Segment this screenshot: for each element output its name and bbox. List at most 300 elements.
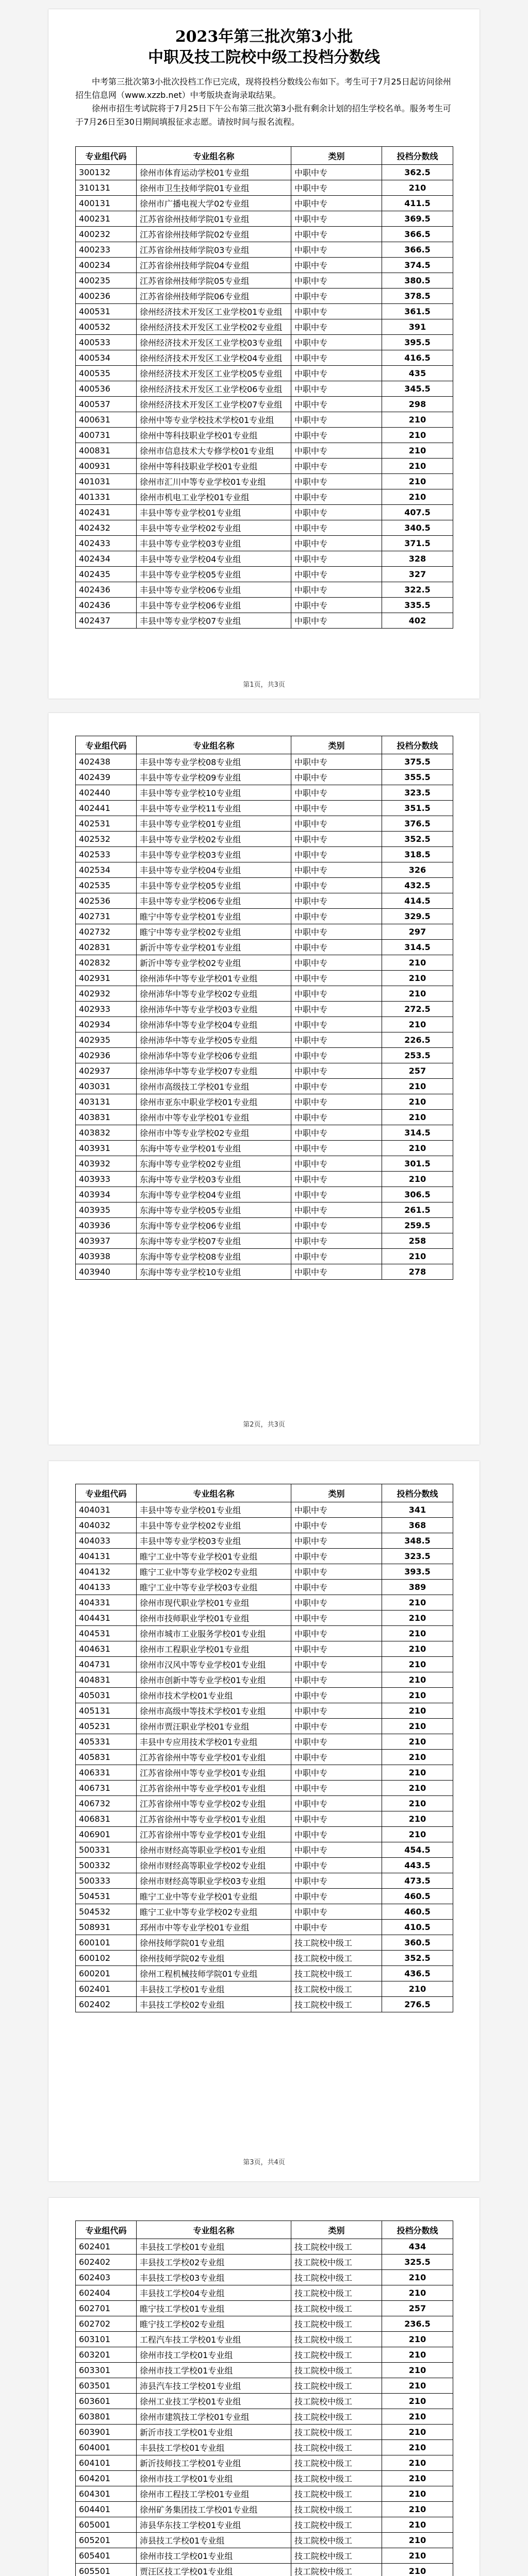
cell-score: 210	[382, 1657, 453, 1672]
table-row	[76, 2270, 453, 2285]
table-row	[76, 1641, 453, 1657]
header-name: 专业组名称	[137, 147, 291, 165]
table-body	[76, 754, 453, 1280]
cell-score: 301.5	[382, 1156, 453, 1172]
cell-score: 257	[382, 2301, 453, 2316]
table-row	[76, 1156, 453, 1172]
cell-category: 中职中专	[291, 1595, 382, 1611]
cell-code: 604001	[76, 2440, 137, 2455]
cell-group-name: 丰县中等专业学校03专业组	[137, 1533, 291, 1549]
cell-group-name: 新沂技师技工学校01专业组	[137, 2455, 291, 2471]
cell-code: 404731	[76, 1657, 137, 1672]
cell-category: 中职中专	[291, 1750, 382, 1765]
cell-score: 432.5	[382, 878, 453, 893]
cell-group-name: 丰县中等专业学校04专业组	[137, 862, 291, 878]
table-row	[76, 211, 453, 227]
cell-code: 600101	[76, 1935, 137, 1951]
cell-score: 443.5	[382, 1858, 453, 1873]
cell-score: 210	[382, 955, 453, 971]
cell-score: 210	[382, 2471, 453, 2486]
cell-group-name: 徐州经济技术开发区工业学校05专业组	[137, 366, 291, 381]
table-row	[76, 2455, 453, 2471]
cell-group-name: 丰县中等专业学校03专业组	[137, 536, 291, 551]
table-row	[76, 1750, 453, 1765]
cell-code: 401331	[76, 489, 137, 505]
cell-score: 210	[382, 180, 453, 196]
cell-score: 210	[382, 1141, 453, 1156]
table-row	[76, 474, 453, 489]
cell-code: 402937	[76, 1063, 137, 1079]
table-row	[76, 1048, 453, 1063]
cell-category: 中职中专	[291, 304, 382, 319]
table-row	[76, 1626, 453, 1641]
cell-category: 技工院校中级工	[291, 2316, 382, 2332]
table-row	[76, 1781, 453, 1796]
cell-score: 210	[382, 2564, 453, 2576]
cell-code: 404032	[76, 1518, 137, 1533]
cell-code: 402434	[76, 551, 137, 567]
cell-group-name: 徐州经济技术开发区工业学校03专业组	[137, 335, 291, 350]
cell-category: 中职中专	[291, 397, 382, 412]
table-row	[76, 582, 453, 598]
cell-score: 210	[382, 1796, 453, 1811]
cell-group-name: 丰县中等专业学校06专业组	[137, 598, 291, 613]
cell-score: 323.5	[382, 1549, 453, 1564]
cell-score: 259.5	[382, 1218, 453, 1233]
cell-group-name: 丰县技工学校02专业组	[137, 1997, 291, 2012]
table-row	[76, 2533, 453, 2548]
cell-score: 314.5	[382, 1125, 453, 1141]
cell-group-name: 徐州沛华中等专业学校01专业组	[137, 971, 291, 986]
cell-category: 中职中专	[291, 1233, 382, 1249]
table-row	[76, 893, 453, 909]
cell-group-name: 徐州市建筑技工学校01专业组	[137, 2409, 291, 2425]
cell-score: 374.5	[382, 258, 453, 273]
cell-category: 技工院校中级工	[291, 1966, 382, 1981]
cell-code: 404031	[76, 1502, 137, 1518]
table-row	[76, 1672, 453, 1688]
cell-group-name: 新沂中等专业学校02专业组	[137, 955, 291, 971]
cell-category: 中职中专	[291, 1827, 382, 1842]
cell-group-name: 东海中等专业学校04专业组	[137, 1187, 291, 1202]
cell-category: 中职中专	[291, 909, 382, 924]
cell-score: 416.5	[382, 350, 453, 366]
cell-code: 402732	[76, 924, 137, 940]
table-row	[76, 227, 453, 242]
cell-group-name: 徐州技师学院01专业组	[137, 1935, 291, 1951]
cell-category: 技工院校中级工	[291, 1997, 382, 2012]
cell-score: 395.5	[382, 335, 453, 350]
cell-group-name: 丰县中等专业学校01专业组	[137, 505, 291, 520]
cell-score: 210	[382, 1094, 453, 1110]
cell-score: 322.5	[382, 582, 453, 598]
cell-group-name: 丰县中等专业学校01专业组	[137, 816, 291, 832]
table-row	[76, 165, 453, 180]
table-row	[76, 1981, 453, 1997]
table-row	[76, 598, 453, 613]
table-row	[76, 1873, 453, 1889]
table-row	[76, 1688, 453, 1703]
table-row	[76, 2255, 453, 2270]
cell-group-name: 徐州工业技工学校01专业组	[137, 2394, 291, 2409]
table-row	[76, 1518, 453, 1533]
cell-score: 226.5	[382, 1032, 453, 1048]
cell-category: 中职中专	[291, 955, 382, 971]
table-row	[76, 1249, 453, 1264]
cell-group-name: 徐州矿务集团技工学校01专业组	[137, 2502, 291, 2517]
cell-code: 402433	[76, 536, 137, 551]
cell-group-name: 徐州市技工学校01专业组	[137, 2548, 291, 2564]
cell-group-name: 江苏省徐州中等专业学校01专业组	[137, 1765, 291, 1781]
header-score: 投档分数线	[382, 2221, 453, 2239]
cell-group-name: 丰县中等专业学校05专业组	[137, 567, 291, 582]
table-body	[76, 2239, 453, 2576]
cell-score: 210	[382, 2347, 453, 2363]
table-row	[76, 847, 453, 862]
cell-category: 中职中专	[291, 847, 382, 862]
cell-category: 中职中专	[291, 350, 382, 366]
cell-code: 402831	[76, 940, 137, 955]
page-footer: 第1页，共3页	[243, 681, 285, 689]
cell-score: 210	[382, 1703, 453, 1719]
cell-group-name: 徐州经济技术开发区工业学校02专业组	[137, 319, 291, 335]
cell-group-name: 徐州市技师职业学校01专业组	[137, 1611, 291, 1626]
cell-score: 210	[382, 428, 453, 443]
table-row	[76, 1611, 453, 1626]
cell-code: 403931	[76, 1141, 137, 1156]
cell-category: 中职中专	[291, 258, 382, 273]
cell-group-name: 新沂市技工学校01专业组	[137, 2425, 291, 2440]
cell-category: 中职中专	[291, 1873, 382, 1889]
table-row	[76, 1110, 453, 1125]
cell-group-name: 江苏省徐州技师学院01专业组	[137, 211, 291, 227]
cell-category: 中职中专	[291, 1533, 382, 1549]
cell-category: 中职中专	[291, 1796, 382, 1811]
cell-category: 技工院校中级工	[291, 2239, 382, 2255]
cell-score: 407.5	[382, 505, 453, 520]
cell-code: 403832	[76, 1125, 137, 1141]
cell-group-name: 沛县技工学校01专业组	[137, 2533, 291, 2548]
title-line-1: 2023年第三批次第3小批	[175, 28, 353, 46]
cell-code: 602701	[76, 2301, 137, 2316]
cell-score: 210	[382, 2548, 453, 2564]
cell-code: 400831	[76, 443, 137, 459]
cell-category: 中职中专	[291, 1202, 382, 1218]
cell-group-name: 徐州市技工学校01专业组	[137, 2363, 291, 2378]
cell-category: 中职中专	[291, 1172, 382, 1187]
cell-group-name: 邳州市中等专业学校01专业组	[137, 1920, 291, 1935]
cell-score: 272.5	[382, 1002, 453, 1017]
table-row	[76, 1920, 453, 1935]
cell-score: 276.5	[382, 1997, 453, 2012]
cell-group-name: 睢宁中等专业学校02专业组	[137, 924, 291, 940]
cell-code: 402436	[76, 582, 137, 598]
header-score: 投档分数线	[382, 147, 453, 165]
cell-score: 210	[382, 2285, 453, 2301]
cell-category: 中职中专	[291, 412, 382, 428]
cell-group-name: 徐州市财经高等职业学校03专业组	[137, 1873, 291, 1889]
cell-code: 405231	[76, 1719, 137, 1734]
cell-code: 405131	[76, 1703, 137, 1719]
cell-category: 中职中专	[291, 1626, 382, 1641]
cell-group-name: 东海中等专业学校10专业组	[137, 1264, 291, 1280]
cell-code: 406331	[76, 1765, 137, 1781]
table-header-row	[76, 2221, 453, 2239]
cell-code: 402534	[76, 862, 137, 878]
cell-category: 技工院校中级工	[291, 2486, 382, 2502]
cell-category: 中职中专	[291, 986, 382, 1002]
cell-score: 210	[382, 971, 453, 986]
table-row	[76, 1533, 453, 1549]
header-code: 专业组代码	[76, 1484, 137, 1502]
cell-code: 402934	[76, 1017, 137, 1032]
score-table	[75, 2221, 453, 2576]
cell-category: 中职中专	[291, 1187, 382, 1202]
cell-score: 345.5	[382, 381, 453, 397]
cell-group-name: 徐州市城市工业服务学校01专业组	[137, 1626, 291, 1641]
cell-code: 402832	[76, 955, 137, 971]
table-row	[76, 2332, 453, 2347]
cell-group-name: 徐州经济技术开发区工业学校07专业组	[137, 397, 291, 412]
table-header-row	[76, 1484, 453, 1502]
cell-score: 366.5	[382, 242, 453, 258]
cell-category: 中职中专	[291, 536, 382, 551]
header-name: 专业组名称	[137, 1484, 291, 1502]
cell-code: 603501	[76, 2378, 137, 2394]
cell-category: 中职中专	[291, 489, 382, 505]
cell-code: 400731	[76, 428, 137, 443]
cell-category: 技工院校中级工	[291, 2533, 382, 2548]
cell-code: 500332	[76, 1858, 137, 1873]
table-row	[76, 520, 453, 536]
cell-group-name: 丰县技工学校02专业组	[137, 2255, 291, 2270]
cell-code: 404331	[76, 1595, 137, 1611]
table-row	[76, 2440, 453, 2455]
table-row	[76, 1002, 453, 1017]
cell-code: 404831	[76, 1672, 137, 1688]
table-row	[76, 289, 453, 304]
cell-code: 402438	[76, 754, 137, 770]
cell-score: 210	[382, 443, 453, 459]
cell-category: 技工院校中级工	[291, 2347, 382, 2363]
table-row	[76, 304, 453, 319]
cell-score: 210	[382, 2270, 453, 2285]
cell-category: 中职中专	[291, 598, 382, 613]
cell-category: 中职中专	[291, 443, 382, 459]
cell-group-name: 丰县中等专业学校06专业组	[137, 582, 291, 598]
cell-category: 技工院校中级工	[291, 2440, 382, 2455]
cell-group-name: 徐州市财经高等职业学校02专业组	[137, 1858, 291, 1873]
cell-category: 技工院校中级工	[291, 2301, 382, 2316]
table-row	[76, 366, 453, 381]
cell-code: 605001	[76, 2517, 137, 2533]
cell-score: 314.5	[382, 940, 453, 955]
table-row	[76, 350, 453, 366]
header-code: 专业组代码	[76, 736, 137, 754]
cell-score: 340.5	[382, 520, 453, 536]
table-row	[76, 1889, 453, 1904]
cell-code: 402935	[76, 1032, 137, 1048]
cell-score: 391	[382, 319, 453, 335]
cell-group-name: 丰县中等专业学校07专业组	[137, 613, 291, 629]
cell-group-name: 江苏省徐州中等专业学校01专业组	[137, 1811, 291, 1827]
table-row	[76, 785, 453, 801]
cell-group-name: 东海中等专业学校01专业组	[137, 1141, 291, 1156]
cell-code: 404531	[76, 1626, 137, 1641]
cell-code: 604101	[76, 2455, 137, 2471]
cell-code: 403031	[76, 1079, 137, 1094]
cell-code: 406831	[76, 1811, 137, 1827]
cell-code: 403935	[76, 1202, 137, 1218]
title-line-2: 中职及技工院校中级工投档分数线	[148, 48, 380, 66]
cell-group-name: 贾汪区技工学校01专业组	[137, 2564, 291, 2576]
cell-score: 369.5	[382, 211, 453, 227]
table-row	[76, 551, 453, 567]
header-score: 投档分数线	[382, 736, 453, 754]
cell-category: 技工院校中级工	[291, 2455, 382, 2471]
cell-score: 210	[382, 1827, 453, 1842]
cell-group-name: 睢宁工业中等专业学校02专业组	[137, 1564, 291, 1580]
table-row	[76, 924, 453, 940]
cell-category: 中职中专	[291, 1063, 382, 1079]
cell-score: 360.5	[382, 1935, 453, 1951]
cell-code: 605201	[76, 2533, 137, 2548]
cell-score: 210	[382, 1017, 453, 1032]
cell-group-name: 丰县中等专业学校06专业组	[137, 893, 291, 909]
cell-code: 405831	[76, 1750, 137, 1765]
cell-group-name: 徐州市工程职业学校01专业组	[137, 1641, 291, 1657]
cell-code: 402435	[76, 567, 137, 582]
cell-category: 中职中专	[291, 211, 382, 227]
table-row	[76, 1966, 453, 1981]
cell-code: 402531	[76, 816, 137, 832]
cell-group-name: 江苏省徐州中等专业学校01专业组	[137, 1827, 291, 1842]
cell-group-name: 徐州市技术学校01专业组	[137, 1688, 291, 1703]
cell-code: 400131	[76, 196, 137, 211]
cell-category: 中职中专	[291, 273, 382, 289]
cell-code: 400232	[76, 227, 137, 242]
table-row	[76, 1079, 453, 1094]
cell-category: 中职中专	[291, 754, 382, 770]
cell-code: 402533	[76, 847, 137, 862]
cell-score: 352.5	[382, 832, 453, 847]
cell-score: 361.5	[382, 304, 453, 319]
header-name: 专业组名称	[137, 736, 291, 754]
cell-category: 技工院校中级工	[291, 2363, 382, 2378]
cell-score: 473.5	[382, 1873, 453, 1889]
cell-code: 603601	[76, 2394, 137, 2409]
cell-category: 中职中专	[291, 1017, 382, 1032]
table-row	[76, 2409, 453, 2425]
cell-code: 402536	[76, 893, 137, 909]
table-row	[76, 2548, 453, 2564]
cell-score: 210	[382, 2486, 453, 2502]
table-row	[76, 1703, 453, 1719]
table-row	[76, 1719, 453, 1734]
table-row	[76, 986, 453, 1002]
cell-score: 460.5	[382, 1904, 453, 1920]
cell-category: 中职中专	[291, 832, 382, 847]
cell-code: 310131	[76, 180, 137, 196]
header-category: 类别	[291, 147, 382, 165]
table-row	[76, 2301, 453, 2316]
cell-category: 中职中专	[291, 862, 382, 878]
table-row	[76, 754, 453, 770]
cell-score: 297	[382, 924, 453, 940]
cell-category: 中职中专	[291, 1734, 382, 1750]
table-row	[76, 1549, 453, 1564]
cell-score: 258	[382, 1233, 453, 1249]
cell-group-name: 丰县中等专业学校03专业组	[137, 847, 291, 862]
document-page-3	[48, 1461, 480, 2181]
cell-group-name: 睢宁技工学校02专业组	[137, 2316, 291, 2332]
table-row	[76, 567, 453, 582]
score-table	[75, 1484, 453, 2012]
cell-code: 400536	[76, 381, 137, 397]
cell-code: 605401	[76, 2548, 137, 2564]
cell-score: 210	[382, 1641, 453, 1657]
cell-group-name: 丰县技工学校01专业组	[137, 1981, 291, 1997]
cell-group-name: 徐州工程机械技师学院01专业组	[137, 1966, 291, 1981]
cell-group-name: 徐州市财经高等职业学校01专业组	[137, 1842, 291, 1858]
table-row	[76, 1997, 453, 2012]
cell-code: 400236	[76, 289, 137, 304]
cell-code: 400531	[76, 304, 137, 319]
table-row	[76, 428, 453, 443]
table-row	[76, 1502, 453, 1518]
cell-category: 中职中专	[291, 1688, 382, 1703]
table-row	[76, 1827, 453, 1842]
cell-category: 中职中专	[291, 1156, 382, 1172]
cell-group-name: 东海中等专业学校03专业组	[137, 1172, 291, 1187]
cell-group-name: 徐州市广播电视大学02专业组	[137, 196, 291, 211]
cell-group-name: 东海中等专业学校05专业组	[137, 1202, 291, 1218]
cell-category: 中职中专	[291, 366, 382, 381]
cell-group-name: 东海中等专业学校07专业组	[137, 1233, 291, 1249]
cell-code: 405031	[76, 1688, 137, 1703]
table-row	[76, 2564, 453, 2576]
cell-group-name: 徐州中等科技职业学校01专业组	[137, 459, 291, 474]
cell-score: 210	[382, 1811, 453, 1827]
cell-score: 210	[382, 2425, 453, 2440]
document-page-1	[48, 9, 480, 699]
cell-score: 210	[382, 1079, 453, 1094]
cell-score: 460.5	[382, 1889, 453, 1904]
table-row	[76, 832, 453, 847]
table-row	[76, 1765, 453, 1781]
cell-score: 210	[382, 1626, 453, 1641]
cell-code: 404133	[76, 1580, 137, 1595]
table-row	[76, 971, 453, 986]
cell-code: 602402	[76, 1997, 137, 2012]
table-row	[76, 1657, 453, 1672]
cell-score: 341	[382, 1502, 453, 1518]
cell-category: 中职中专	[291, 1611, 382, 1626]
cell-code: 406732	[76, 1796, 137, 1811]
cell-group-name: 江苏省徐州中等专业学校01专业组	[137, 1781, 291, 1796]
cell-group-name: 丰县中等专业学校10专业组	[137, 785, 291, 801]
cell-score: 323.5	[382, 785, 453, 801]
table-row	[76, 1935, 453, 1951]
cell-code: 400535	[76, 366, 137, 381]
cell-group-name: 徐州沛华中等专业学校03专业组	[137, 1002, 291, 1017]
cell-group-name: 睢宁工业中等专业学校01专业组	[137, 1549, 291, 1564]
header-code: 专业组代码	[76, 2221, 137, 2239]
cell-score: 210	[382, 1672, 453, 1688]
cell-score: 261.5	[382, 1202, 453, 1218]
table-row	[76, 335, 453, 350]
table-row	[76, 242, 453, 258]
